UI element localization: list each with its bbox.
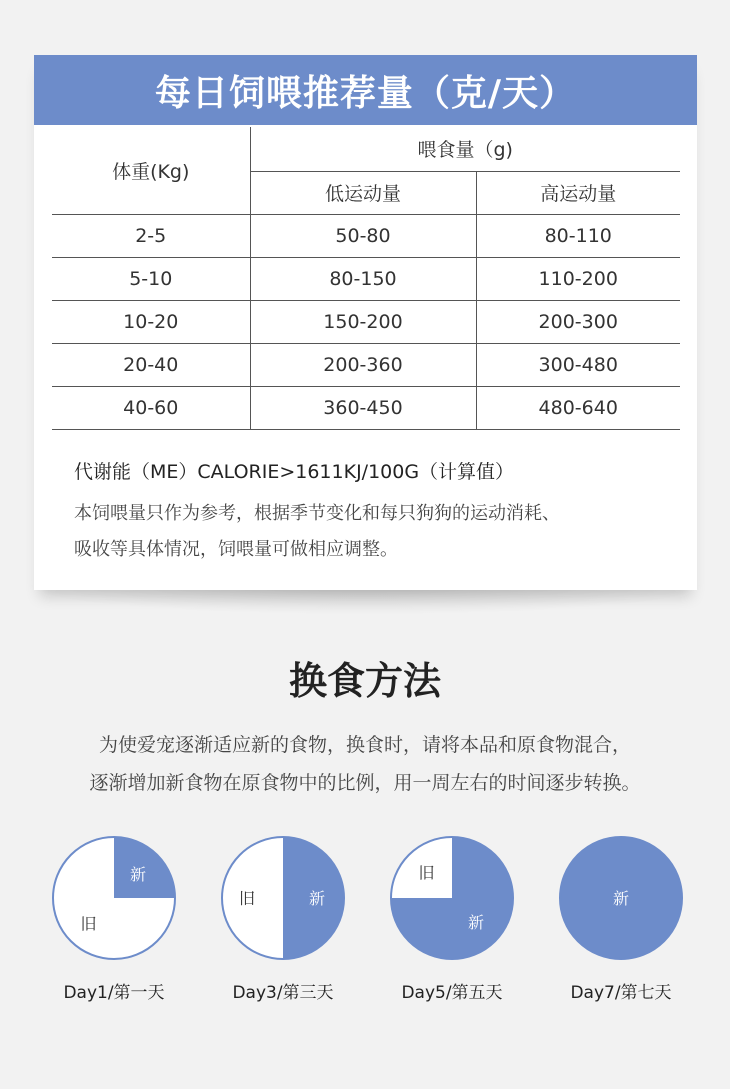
calorie-note: 代谢能（ME）CALORIE>1611KJ/100G（计算值）	[74, 461, 515, 483]
table-header-row	[52, 127, 680, 171]
method-title: 换食方法	[288, 659, 441, 703]
pie-caption: Day5/第五天	[401, 983, 503, 1003]
high-cell: 80-110	[476, 214, 680, 257]
feeding-card	[34, 55, 697, 590]
pie-caption: Day1/第一天	[63, 983, 165, 1003]
feed-amount-header: 喂食量（g)	[250, 127, 680, 171]
pie-day5	[387, 835, 517, 1003]
table-row	[52, 386, 680, 429]
advice-line: 本饲喂量只作为参考，根据季节变化和每只狗狗的运动消耗、	[74, 503, 560, 524]
pie-new-label: 新	[467, 913, 485, 932]
high-activity-header: 高运动量	[476, 171, 680, 214]
advice-note	[74, 496, 674, 568]
pie-old-label: 旧	[238, 889, 256, 908]
weight-cell: 40-60	[52, 386, 250, 429]
pie-old-label: 旧	[418, 863, 435, 883]
pie-caption: Day3/第三天	[232, 983, 334, 1003]
pie-chart	[389, 835, 515, 961]
pie-day1	[49, 835, 179, 1003]
pie-old-label: 旧	[80, 914, 97, 934]
feeding-title: 每日饲喂推荐量（克/天）	[34, 55, 697, 125]
low-cell: 50-80	[250, 214, 476, 257]
high-cell: 480-640	[476, 386, 680, 429]
weight-cell: 5-10	[52, 257, 250, 300]
weight-cell: 10-20	[52, 300, 250, 343]
low-cell: 80-150	[250, 257, 476, 300]
pie-new-label: 新	[612, 889, 630, 908]
pie-chart	[558, 835, 684, 961]
pie-new-label: 新	[308, 889, 326, 908]
table-row	[52, 257, 680, 300]
method-desc-line: 逐渐增加新食物在原食物中的比例，用一周左右的时间逐步转换。	[89, 772, 641, 794]
table-row	[52, 300, 680, 343]
low-cell: 200-360	[250, 343, 476, 386]
table-row	[52, 214, 680, 257]
method-description	[0, 726, 730, 802]
pie-chart	[220, 835, 346, 961]
high-cell: 110-200	[476, 257, 680, 300]
transition-pies	[0, 835, 730, 1015]
table-row	[52, 343, 680, 386]
low-cell: 360-450	[250, 386, 476, 429]
weight-cell: 2-5	[52, 214, 250, 257]
low-cell: 150-200	[250, 300, 476, 343]
method-desc-line: 为使爱宠逐渐适应新的食物，换食时，请将本品和原食物混合，	[98, 734, 631, 756]
low-activity-header: 低运动量	[250, 171, 476, 214]
high-cell: 200-300	[476, 300, 680, 343]
weight-cell: 20-40	[52, 343, 250, 386]
pie-day3	[218, 835, 348, 1003]
weight-header: 体重(Kg)	[52, 127, 250, 214]
feeding-table	[52, 127, 680, 430]
high-cell: 300-480	[476, 343, 680, 386]
pie-chart	[51, 835, 177, 961]
pie-day7	[556, 835, 686, 1003]
advice-line: 吸收等具体情况，饲喂量可做相应调整。	[74, 539, 398, 560]
pie-caption: Day7/第七天	[570, 983, 672, 1003]
pie-new-label: 新	[129, 865, 147, 884]
